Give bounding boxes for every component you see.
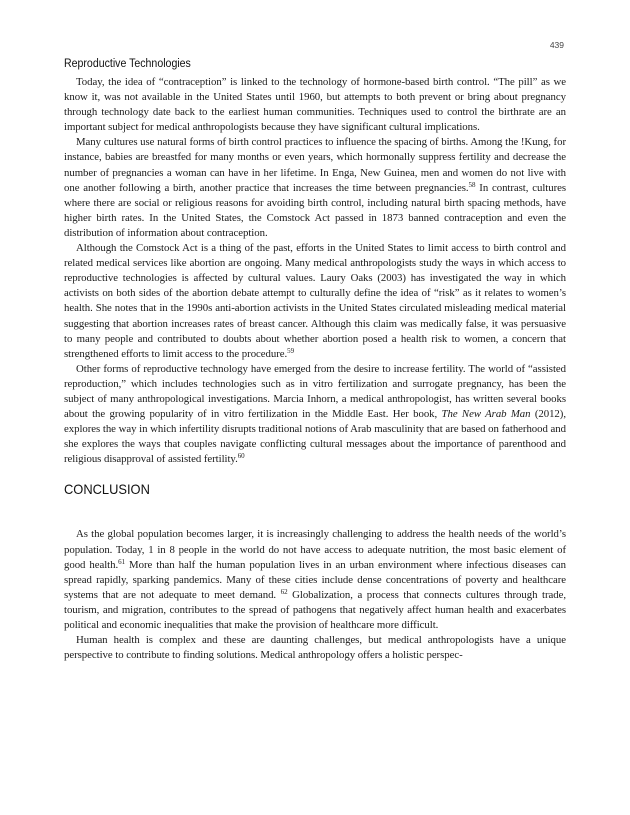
paragraph-text: Although the Comstock Act is a thing of the past, efforts in the United States to limit access to birth control and related medical services like abortion are ongoing. Many medical anthropologists study the ways in which access to reproductive technologies is affected by cultural values. Laury Oaks (2003) has investigated the way in which activists on both sides of the abortion debate attempt to culturally define the idea of “risk” as it relates to women’s health. She notes that in the 1990s anti-abortion activists in the United States circulated misleading medical material suggesting that abortion increases rates of breast cancer. Although this claim was medically false, it was persuasive to many people and contributed to doubts about whether abortion posed a health risk to women, a concern that strengthened efforts to limit access to the procedure.: [64, 242, 566, 360]
page-body: [64, 58, 566, 663]
paragraph: [64, 241, 566, 362]
paragraph: [64, 527, 566, 633]
paragraph-text: Today, the idea of “contraception” is linked to the technology of hormone-based birth control. “The pill” as we know it, was not available in the United States until 1960, but attempts to both prevent or bring about pregnancy through technology date back to the earliest human communities. Techniques used to control the birthrate are an important subject for medical anthropologists because they have significant cultural implications.: [64, 76, 566, 134]
paragraph-text: More than half the human population lives in an urban environment where infectious diseases can spread rapidly, sparking pandemics. Many of these cities include dense concentrations of poverty and healthcare systems that are not adequate to meet demand.: [64, 558, 567, 601]
footnote-ref[interactable]: 58: [468, 180, 476, 189]
paragraph-text: As the global population becomes larger, it is increasingly challenging to address the health needs of the world’s population. Today, 1 in 8 people in the world do not have access to adequate nutrition, the most basic element of good health.: [64, 528, 566, 571]
page-number: 439: [549, 40, 564, 50]
section-heading: CONCLUSION: [64, 481, 150, 498]
paragraph: [64, 633, 566, 663]
paragraph: [64, 362, 566, 468]
paragraph: [64, 75, 566, 135]
paragraph-text: Many cultures use natural forms of birth control practices to influence the spacing of births. Among the !Kung, for instance, babies are breastfed for many months or even years, which hormonally suppress fertility and decrease the number of pregnancies a woman can have in her lifetime. In Enga, New Guinea, men and women do not live with one another following a birth, another practice that increases the time between pregnancies.: [64, 136, 566, 194]
footnote-ref[interactable]: 61: [118, 557, 126, 566]
paragraph-text: (2012), explores the way in which infertility disrupts traditional notions of Arab masculinity that are based on fatherhood and she explores the ways that couples navigate conflicting cultural messages about the importance of parenthood and religious disapproval of assisted fertility.: [64, 408, 566, 466]
book-title: The New Arab Man: [441, 408, 531, 421]
paragraph-text: In contrast, cultures where there are social or religious reasons for avoiding birth control, including natural birth spacing methods, have higher birth rates. In the United States, the Comstock Act passed in 1873 banned contraception and even the distribution of information about contraception.: [64, 181, 567, 239]
paragraph-text: Globalization, a process that connects cultures through trade, tourism, and migration, contributes to the spread of pathogens that negatively affect human health and exacerbates political and economic inequalities that make the provision of healthcare more difficult.: [64, 588, 566, 631]
footnote-ref[interactable]: 62: [280, 587, 288, 596]
section-subheading: Reproductive Technologies: [64, 58, 191, 70]
paragraph: [64, 135, 566, 241]
footnote-ref[interactable]: 59: [287, 346, 295, 355]
footnote-ref[interactable]: 60: [237, 452, 245, 461]
paragraph-text: Other forms of reproductive technology have emerged from the desire to increase fertility. The world of “assisted reproduction,” which includes technologies such as in vitro fertilization and surrogate pregnancy, has been the subject of many anthropological investigations. Marcia Inhorn, a medical anthropologist, has written several books about the growing popularity of in vitro fertilization in the Middle East. Her book,: [64, 362, 566, 421]
paragraph-text: Human health is complex and these are daunting challenges, but medical anthropologists have a unique perspective to contribute to finding solutions. Medical anthropology offers a holistic perspec-: [64, 634, 566, 662]
